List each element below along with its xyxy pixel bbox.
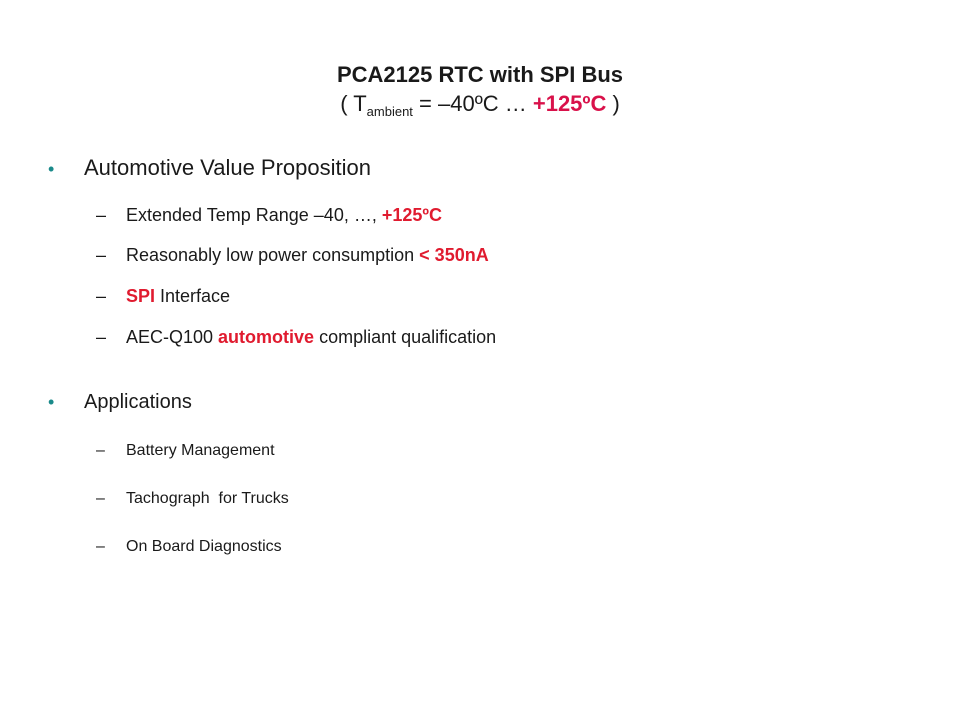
item-text: On Board Diagnostics	[126, 538, 282, 555]
dash: –	[96, 205, 107, 225]
dash: –	[96, 286, 107, 306]
bullet-automotive	[48, 154, 371, 183]
item-highlight: SPI	[126, 286, 156, 306]
item-text: Tachograph for Trucks	[126, 490, 289, 507]
title-mid: = –40ºC …	[412, 91, 533, 116]
item-text: AEC-Q100	[126, 327, 219, 347]
list-item	[96, 439, 275, 463]
list-item	[96, 203, 442, 227]
bullet-dot: •	[48, 159, 55, 179]
title-line-1: PCA2125 RTC with SPI Bus	[336, 62, 624, 87]
title-red-temp: +125ºC	[532, 91, 607, 116]
title-line-2	[0, 90, 960, 126]
list-item	[96, 325, 496, 349]
item-text: Battery Management	[126, 442, 275, 459]
item-text: Extended Temp Range –40, …,	[126, 205, 382, 225]
bullet-heading: Applications	[84, 391, 192, 413]
title-subscript: ambient	[366, 104, 413, 119]
bullet-heading: Automotive Value Proposition	[84, 155, 371, 180]
title-prefix: ( T	[340, 91, 367, 116]
item-text: Reasonably low power consumption	[126, 245, 420, 265]
list-item	[96, 243, 489, 267]
dash: –	[96, 490, 105, 507]
list-item	[96, 284, 230, 308]
item-highlight: < 350nA	[419, 245, 489, 265]
item-highlight: automotive	[218, 327, 315, 347]
item-text-after: compliant qualification	[314, 327, 497, 347]
item-highlight: +125ºC	[381, 205, 442, 225]
slide-title	[0, 60, 960, 126]
dash: –	[96, 327, 107, 347]
dash: –	[96, 245, 107, 265]
list-item	[96, 487, 289, 511]
dash: –	[96, 538, 105, 555]
bullet-applications	[48, 388, 192, 416]
bullet-dot: •	[48, 392, 55, 412]
title-suffix: )	[606, 91, 620, 116]
dash: –	[96, 442, 105, 459]
list-item	[96, 535, 282, 559]
item-text-after: Interface	[155, 286, 231, 306]
